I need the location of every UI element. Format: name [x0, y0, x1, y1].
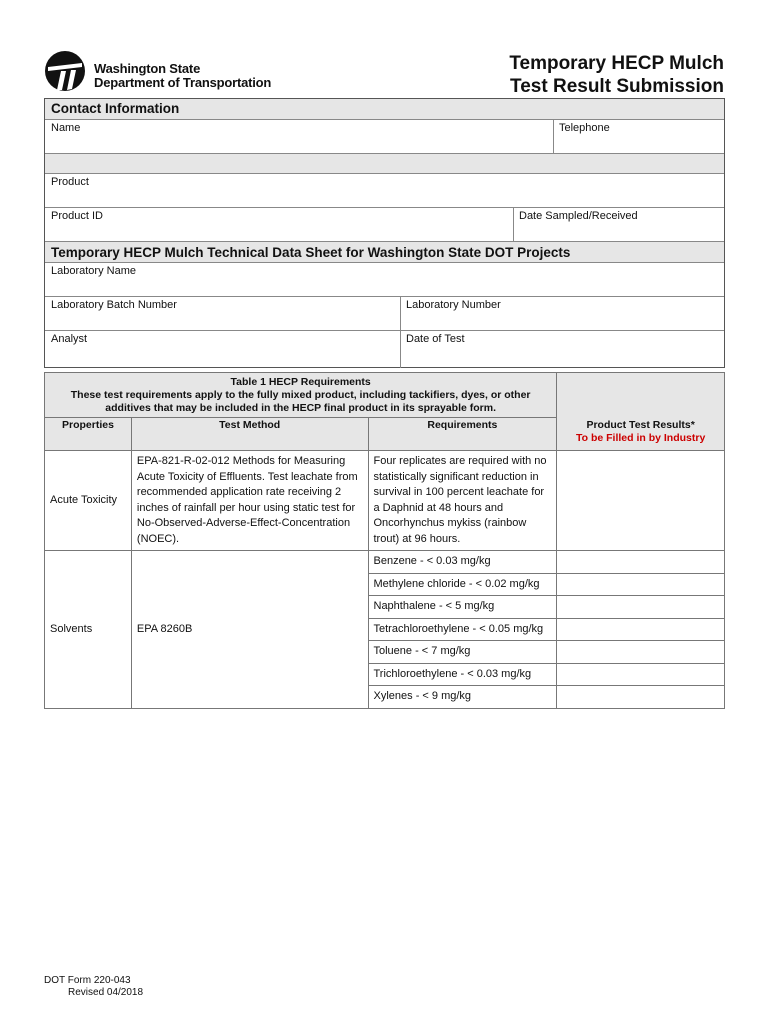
solvent-requirement: Tetrachloroethylene - < 0.05 mg/kg [368, 618, 557, 641]
telephone-field[interactable] [553, 120, 724, 153]
product-row [45, 173, 724, 207]
analyst-row [45, 330, 724, 368]
telephone-label: Telephone [559, 122, 610, 134]
solvents-method: EPA 8260B [131, 551, 368, 709]
lab-number-field[interactable] [400, 297, 724, 330]
table-row-acute-toxicity [45, 451, 725, 551]
lab-batch-row [45, 296, 724, 330]
analyst-field[interactable] [45, 331, 400, 368]
solvent-requirement: Xylenes - < 9 mg/kg [368, 686, 557, 709]
date-sampled-label: Date Sampled/Received [519, 210, 638, 222]
acute-requirement: Four replicates are required with no statistically significant reduction in survival in 100 percent leachate for a Daphnid at 48 hours and Oncorhynchus mykiss (rainbow trout) at 96 hours. [368, 451, 557, 551]
solvent-result-input[interactable] [557, 573, 725, 596]
lab-number-label: Laboratory Number [406, 299, 501, 311]
revised-date: Revised 04/2018 [68, 987, 144, 998]
solvent-requirement: Naphthalene - < 5 mg/kg [368, 596, 557, 619]
analyst-label: Analyst [51, 333, 88, 345]
col-header-properties: Properties [45, 418, 132, 451]
solvent-result-input[interactable] [557, 663, 725, 686]
caption-corner [557, 373, 725, 418]
date-test-label: Date of Test [406, 333, 465, 345]
caption-note-1: These test requirements apply to the fully mixed product, including tackifiers, dyes, or other [70, 389, 531, 401]
col-header-requirements: Requirements [368, 418, 557, 451]
form-footer [44, 975, 143, 999]
date-test-field[interactable] [400, 331, 724, 368]
product-label: Product [51, 176, 89, 188]
title-line-2: Test Result Submission [510, 76, 724, 97]
date-sampled-field[interactable] [513, 208, 724, 241]
name-label: Name [51, 122, 81, 134]
product-id-field[interactable] [45, 208, 513, 241]
page-title [509, 52, 724, 98]
name-field[interactable] [45, 120, 553, 153]
agency-line-2: Department of Transportation [94, 75, 272, 90]
solvent-result-input[interactable] [557, 596, 725, 619]
solvent-requirement: Toluene - < 7 mg/kg [368, 641, 557, 664]
lab-name-row [45, 262, 724, 296]
contact-form [44, 98, 725, 368]
acute-method: EPA-821-R-02-012 Methods for Measuring Acute Toxicity of Effluents. Test leachate from recommended application rate receiving 2 inches of rainfall per hour using static test for No-Observed-Adverse-Effect-Concentration (NOEC). [131, 451, 368, 551]
caption-note-2: additives that may be included in the HECP final product in its sprayable form. [105, 402, 496, 414]
title-line-1: Temporary HECP Mulch [509, 53, 724, 74]
table-row-solvents [45, 551, 725, 574]
acute-property: Acute Toxicity [45, 451, 132, 551]
col-header-results [557, 418, 725, 451]
lab-name-label: Laboratory Name [51, 265, 136, 277]
agency-name [94, 62, 271, 90]
solvent-requirement: Methylene chloride - < 0.02 mg/kg [368, 573, 557, 596]
product-field[interactable] [45, 174, 724, 207]
hecp-requirements-table [44, 372, 725, 709]
tds-section-title: Temporary HECP Mulch Technical Data Sheet for Washington State DOT Projects [45, 241, 724, 262]
solvent-requirement: Benzene - < 0.03 mg/kg [368, 551, 557, 574]
solvent-result-input[interactable] [557, 641, 725, 664]
name-telephone-row [45, 119, 724, 153]
solvent-result-input[interactable] [557, 551, 725, 574]
product-id-row [45, 207, 724, 241]
caption-title: Table 1 HECP Requirements [230, 376, 371, 388]
acute-result-input[interactable] [557, 451, 725, 551]
lab-batch-field[interactable] [45, 297, 400, 330]
wsdot-logo-icon [44, 50, 86, 92]
col-header-method: Test Method [131, 418, 368, 451]
separator-bar [45, 153, 724, 173]
solvent-requirement: Trichloroethylene - < 0.03 mg/kg [368, 663, 557, 686]
agency-line-1: Washington State [94, 61, 201, 76]
lab-name-field[interactable] [45, 263, 724, 296]
results-header-label: Product Test Results* [586, 418, 695, 431]
solvent-result-input[interactable] [557, 618, 725, 641]
product-id-label: Product ID [51, 210, 103, 222]
results-header-note: To be Filled in by Industry [575, 431, 706, 444]
form-number: DOT Form 220-043 [44, 975, 131, 986]
solvent-result-input[interactable] [557, 686, 725, 709]
solvents-property: Solvents [45, 551, 132, 709]
table-caption [45, 373, 557, 418]
contact-section-title: Contact Information [45, 99, 724, 119]
lab-batch-label: Laboratory Batch Number [51, 299, 177, 311]
